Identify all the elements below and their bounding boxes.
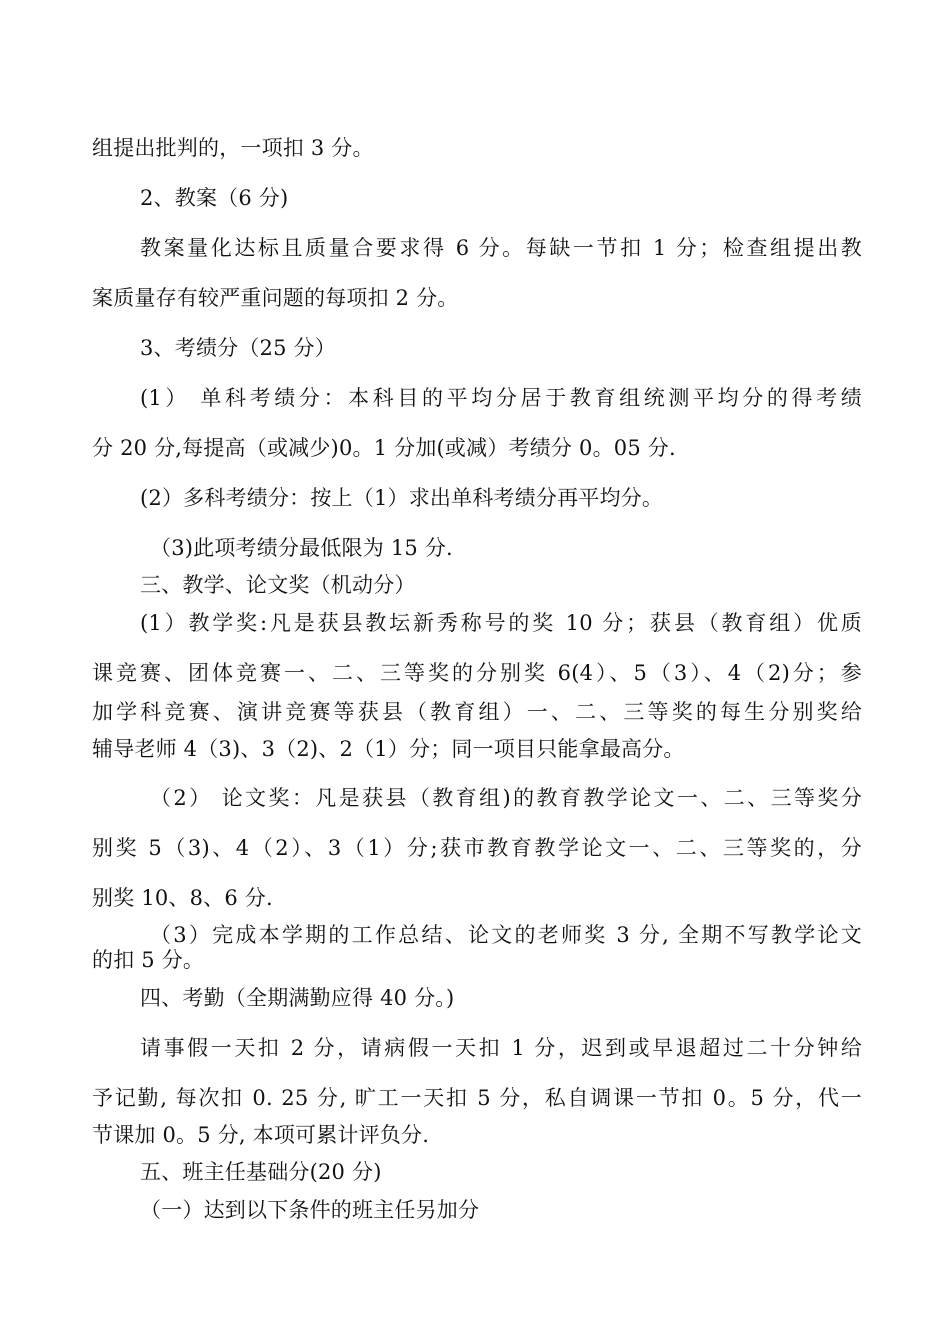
text-line: 加学科竞赛、演讲竞赛等获县（教育组）一、二、三等奖的每生分别奖给 <box>92 700 862 724</box>
section-heading: 四、考勤（全期满勤应得 40 分。) <box>140 986 455 1010</box>
section-heading: 五、班主任基础分(20 分) <box>140 1160 382 1184</box>
text-line: 节课加 0。5 分, 本项可累计评负分. <box>92 1123 430 1147</box>
text-line: (1）教学奖:凡是获县教坛新秀称号的奖 10 分；获县（教育组）优质 <box>140 611 862 635</box>
text-line: 课竞赛、团体竞赛一、二、三等奖的分别奖 6(4）、5（3）、4（2)分；参 <box>92 661 862 685</box>
text-line: 予记勤, 每次扣 0. 25 分, 旷工一天扣 5 分，私自调课一节扣 0。5 分，代一 <box>92 1086 862 1110</box>
text-line: 辅导老师 4（3)、3（2)、2（1）分；同一项目只能拿最高分。 <box>92 737 685 761</box>
text-line: 的扣 5 分。 <box>92 948 205 972</box>
text-line: 案质量存有较严重问题的每项扣 2 分。 <box>92 286 459 310</box>
text-line: 别奖 10、8、6 分. <box>92 886 273 910</box>
text-line: (2）多科考绩分：按上（1）求出单科考绩分再平均分。 <box>140 486 664 510</box>
text-line: （一）达到以下条件的班主任另加分 <box>140 1198 480 1222</box>
section-heading: 3、考绩分（25 分） <box>140 336 336 360</box>
text-line: 请事假一天扣 2 分，请病假一天扣 1 分，迟到或早退超过二十分钟给 <box>140 1036 862 1060</box>
text-line: 教案量化达标且质量合要求得 6 分。每缺一节扣 1 分；检查组提出教 <box>140 236 862 260</box>
text-line: （2） 论文奖：凡是获县（教育组)的教育教学论文一、二、三等奖分 <box>150 786 862 810</box>
text-line: 组提出批判的，一项扣 3 分。 <box>92 136 374 160</box>
section-heading: 2、教案（6 分) <box>140 186 289 210</box>
text-line: 分 20 分,每提高（或减少)0。1 分加(或减）考绩分 0。05 分. <box>92 436 676 460</box>
text-line: (1） 单科考绩分：本科目的平均分居于教育组统测平均分的得考绩 <box>140 386 862 410</box>
text-line: （3)此项考绩分最低限为 15 分. <box>150 536 453 560</box>
text-line: 别奖 5（3)、4（2）、3（1）分;获市教育教学论文一、二、三等奖的，分 <box>92 836 862 860</box>
text-line: （3）完成本学期的工作总结、论文的老师奖 3 分, 全期不写教学论文 <box>150 923 862 947</box>
section-heading: 三、教学、论文奖（机动分） <box>140 573 416 597</box>
